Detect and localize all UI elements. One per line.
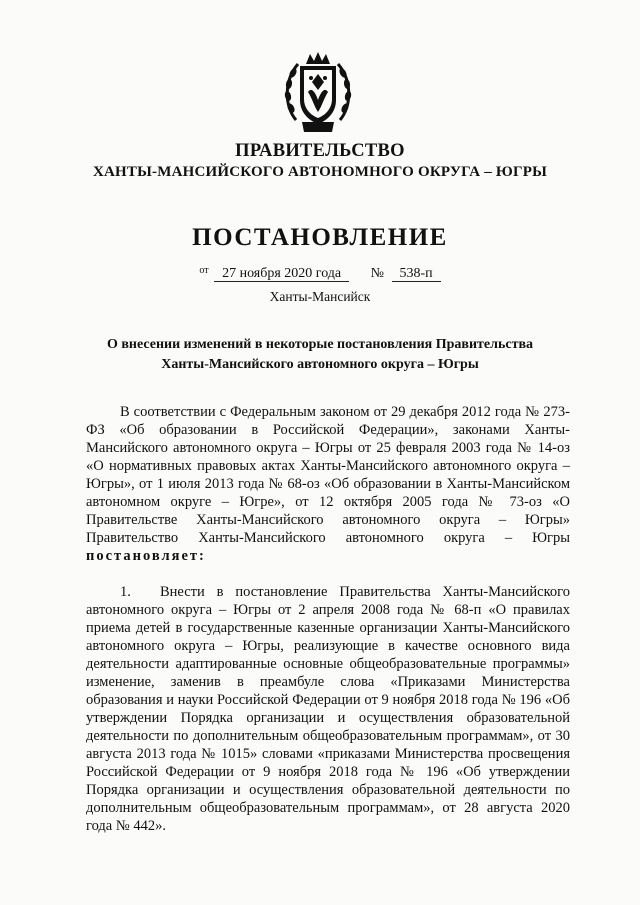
city: Ханты-Мансийск [269, 289, 371, 304]
coat-of-arms-icon [282, 50, 354, 136]
heading-line-2: Ханты-Мансийского автономного округа – Югры [161, 357, 479, 372]
document-number: 538-п [392, 266, 441, 282]
document-body [86, 403, 570, 835]
preamble-text: В соответствии с Федеральным законом от 29 декабря 2012 года № 273-ФЗ «Об образовании в Российской Федерации», законами Ханты-Мансийского автономного округа – Югры от 25 февраля 2003 года № 14-оз «О нормативных правовых актах Ханты-Мансийского автономного округа – Югры», от 1 июля 2013 года № 68-оз «Об образовании в Ханты-Мансийском автономном округе – Югре», от 12 октября 2005 года № 73-оз «О Правительстве Ханты-Мансийского автономного округа – Югры» Правительство Ханты-Мансийского автономного округа – Югры [86, 404, 570, 546]
document-date: 27 ноября 2020 года [214, 266, 349, 282]
government-subtitle: ХАНТЫ-МАНСИЙСКОГО АВТОНОМНОГО ОКРУГА – ЮГРЫ [92, 164, 547, 180]
preamble-paragraph [86, 403, 570, 565]
government-title: ПРАВИТЕЛЬСТВО [235, 141, 405, 161]
document-type: ПОСТАНОВЛЕНИЕ [192, 224, 448, 251]
document-heading [0, 335, 640, 375]
item-1-number: 1. [120, 584, 131, 600]
date-number-line [0, 265, 640, 282]
number-sign: № [370, 266, 384, 281]
heading-line-1: О внесении изменений в некоторые постановления Правительства [106, 337, 534, 352]
item-1-paragraph [86, 583, 570, 835]
item-1-text: Внести в постановление Правительства Ханты-Мансийского автономного округа – Югры от 2 апреля 2008 года № 68-п «О правилах приема детей в государственные казенные организации Ханты-Мансийского автономного округа – Югры, реализующие в качестве основного вида деятельности адаптированные основные общеобразовательные программы» изменение, заменив в преамбуле слова «Приказами Министерства образования и науки Российской Федерации от 9 ноября 2018 года № 196 «Об утверждении Порядка организации и осуществления образовательной деятельности по дополнительным общеобразовательным программам», от 30 августа 2013 года № 1015» словами «приказами Министерства просвещения Российской Федерации от 9 ноября 2018 года № 196 «Об утверждении Порядка организации и осуществления образовательной деятельности по дополнительным общеобразовательным программам», от 28 августа 2020 года № 442». [86, 584, 570, 834]
date-prefix: от [199, 265, 209, 276]
resolution-word: постановляет: [86, 548, 206, 564]
